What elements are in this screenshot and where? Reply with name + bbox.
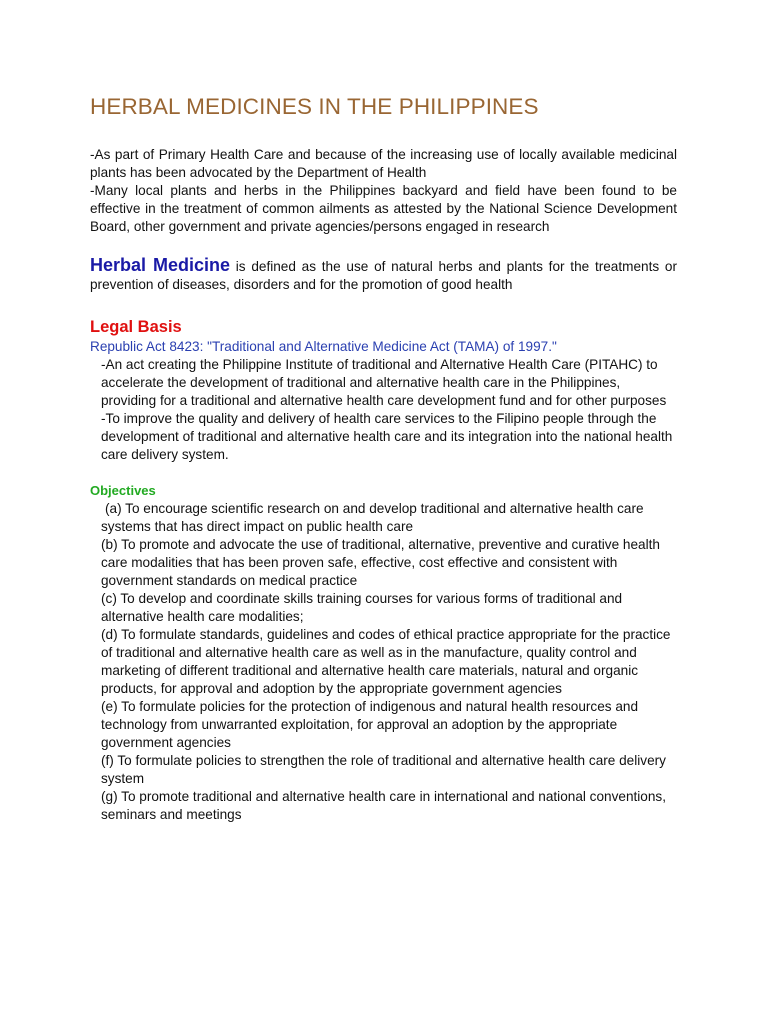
intro-paragraph: -As part of Primary Health Care and because of the increasing use of locally available medicinal plants has been advocated by the Department of Health (90, 147, 677, 180)
intro-section (90, 146, 677, 236)
definition-text: is defined as the use of natural herbs and plants for the treatments or prevention of diseases, disorders and for the promotion of good health (90, 259, 677, 292)
legal-basis-points (101, 356, 677, 464)
objective-item: (e) To formulate policies for the protection of indigenous and natural health resources and technology from unwarranted exploitation, for approval an adoption by the appropriate government agencies (101, 699, 639, 750)
objective-item: (a) To encourage scientific research on and develop traditional and alternative health care systems that has direct impact on public health care (101, 501, 644, 534)
document-title: HERBAL MEDICINES IN THE PHILIPPINES (90, 94, 539, 119)
objective-item: (b) To promote and advocate the use of traditional, alternative, preventive and curative health care modalities that has been proven safe, effective, cost effective and consistent with government standards on medical practice (101, 537, 660, 588)
legal-basis-heading: Legal Basis (90, 318, 182, 336)
objective-item: (f) To formulate policies to strengthen the role of traditional and alternative health care delivery system (101, 753, 666, 786)
objective-item: (c) To develop and coordinate skills training courses for various forms of traditional and alternative health care modalities; (101, 591, 623, 624)
document-page (90, 92, 677, 824)
objectives-heading: Objectives (90, 483, 156, 498)
objectives-list (101, 500, 677, 824)
objective-item: (d) To formulate standards, guidelines and codes of ethical practice appropriate for the practice of traditional and alternative health care as well as in the manufacture, quality control and marketing of different traditional and alternative health care materials, natural and organic products, for approval and adoption by the appropriate government agencies (101, 627, 671, 696)
republic-act-title: Republic Act 8423: "Traditional and Alternative Medicine Act (TAMA) of 1997." (90, 339, 557, 354)
legal-basis-section (90, 316, 677, 464)
legal-basis-point: -To improve the quality and delivery of health care services to the Filipino people through the development of traditional and alternative health care and its integration into the national health care delivery system. (101, 411, 673, 462)
intro-paragraph: -Many local plants and herbs in the Philippines backyard and field have been found to be effective in the treatment of common ailments as attested by the National Science Development Board, other government and private agencies/persons engaged in research (90, 183, 677, 234)
definition-paragraph (90, 256, 677, 294)
objectives-section (90, 482, 677, 824)
objective-item: (g) To promote traditional and alternative health care in international and national conventions, seminars and meetings (101, 789, 667, 822)
legal-basis-point: -An act creating the Philippine Institute of traditional and Alternative Health Care (PITAHC) to accelerate the development of traditional and alternative health care in the Philippines, providing for a traditional and alternative health care development fund and for other purposes (101, 357, 667, 408)
definition-term: Herbal Medicine (90, 255, 231, 275)
